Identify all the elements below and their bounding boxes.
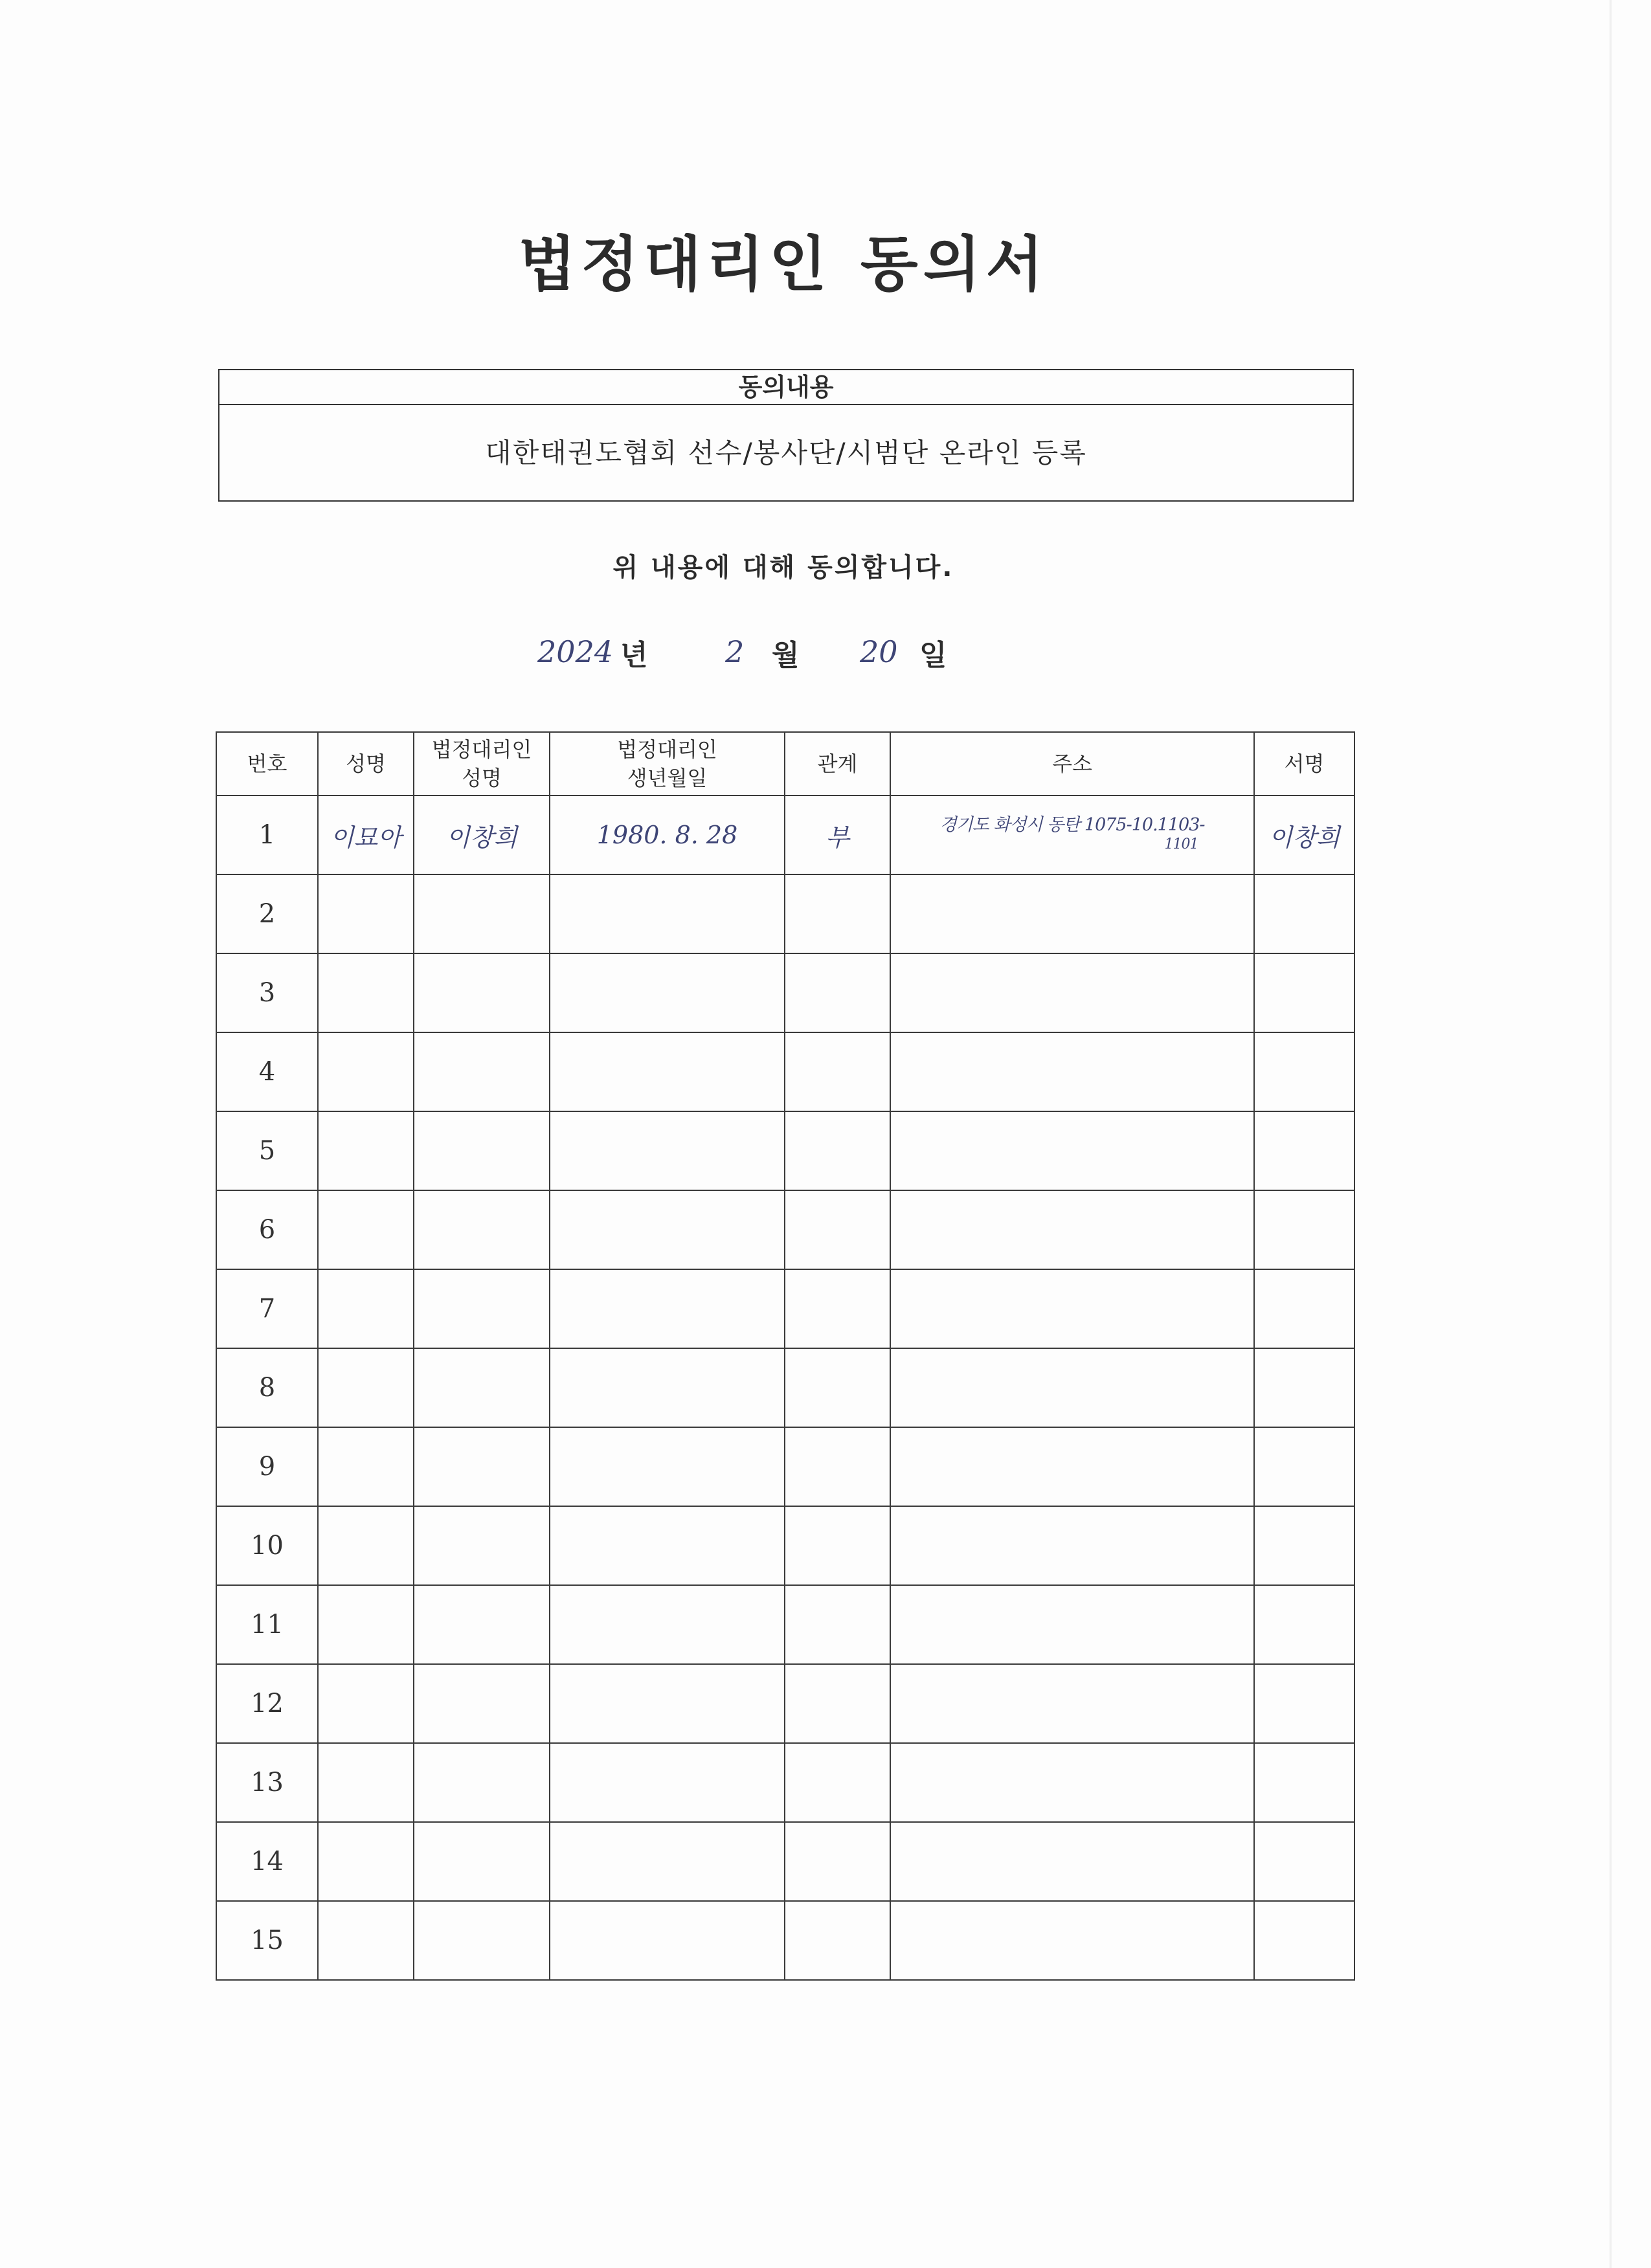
cell-name [318,1190,414,1269]
cell-address [890,1427,1254,1506]
cell-address [890,1269,1254,1348]
cell-guardian-name [414,1427,550,1506]
cell-signature [1254,1822,1354,1901]
cell-relation [785,1032,890,1111]
cell-guardian-name [414,1190,550,1269]
cell-guardian-birth: 1980. 8. 28 [550,795,785,874]
cell-address [890,953,1254,1032]
cell-relation [785,1743,890,1822]
cell-guardian-birth [550,1032,785,1111]
cell-signature [1254,874,1354,953]
cell-relation [785,1427,890,1506]
cell-name [318,1032,414,1111]
cell-no: 5 [216,1111,318,1190]
cell-guardian-birth [550,1427,785,1506]
header-guardian-birth [550,732,785,795]
table-row [216,874,1354,953]
table-row [216,1111,1354,1190]
cell-name [318,1664,414,1743]
header-guardian-name-line2: 성명 [462,766,502,790]
title-word-1: 법정대리인 [518,230,832,299]
cell-signature [1254,953,1354,1032]
cell-no: 2 [216,874,318,953]
date-year-unit: 년 [620,639,648,672]
table-row [216,1190,1354,1269]
cell-guardian-name [414,1585,550,1664]
header-signature: 서명 [1254,732,1354,795]
cell-relation [785,1822,890,1901]
table-row [216,1585,1354,1664]
cell-guardian-name [414,1822,550,1901]
address-line: 경기도 화성시 동탄 1075-10.1103- [939,815,1205,835]
cell-address [890,1348,1254,1427]
cell-guardian-name [414,1269,550,1348]
consent-header: 동의내용 [219,370,1353,405]
cell-signature [1254,1743,1354,1822]
cell-no: 11 [216,1585,318,1664]
cell-guardian-birth [550,1111,785,1190]
cell-name: 이묘아 [318,795,414,874]
cell-relation [785,1190,890,1269]
cell-relation: 부 [785,795,890,874]
cell-guardian-name [414,1506,550,1585]
scan-edge [1610,0,1612,2268]
cell-relation [785,1664,890,1743]
date-year: 2024 [537,634,614,669]
cell-name [318,1585,414,1664]
cell-address [890,1032,1254,1111]
cell-guardian-birth [550,874,785,953]
cell-name [318,1427,414,1506]
header-guardian-birth-line1: 법정대리인 [617,737,717,762]
address-sub-line: 1101 [1164,836,1198,852]
title-word-2: 동의서 [860,230,1049,299]
header-guardian-name-line1: 법정대리인 [431,737,532,762]
table-row [216,1032,1354,1111]
cell-guardian-birth [550,1190,785,1269]
date-line [537,621,991,680]
date-day-unit: 일 [919,639,947,672]
cell-name [318,1506,414,1585]
cell-signature [1254,1901,1354,1980]
table-row [216,953,1354,1032]
cell-no: 3 [216,953,318,1032]
cell-no: 10 [216,1506,318,1585]
header-guardian-name [414,732,550,795]
cell-address [890,874,1254,953]
cell-guardian-birth [550,1743,785,1822]
cell-no: 15 [216,1901,318,1980]
cell-address [890,1901,1254,1980]
cell-guardian-birth [550,1269,785,1348]
cell-guardian-birth [550,1506,785,1585]
cell-signature [1254,1111,1354,1190]
header-address: 주소 [890,732,1254,795]
cell-guardian-birth [550,1585,785,1664]
cell-no: 9 [216,1427,318,1506]
consent-box [218,369,1354,502]
cell-no: 13 [216,1743,318,1822]
cell-signature [1254,1427,1354,1506]
cell-no: 1 [216,795,318,874]
table-row [216,1427,1354,1506]
cell-address [890,1585,1254,1664]
cell-guardian-name [414,1901,550,1980]
cell-relation [785,1111,890,1190]
cell-signature [1254,1190,1354,1269]
cell-name [318,1111,414,1190]
cell-address [890,1743,1254,1822]
consent-content: 대한태권도협회 선수/봉사단/시범단 온라인 등록 [485,437,1087,469]
guardian-table [216,731,1355,1981]
cell-guardian-birth [550,1822,785,1901]
cell-relation [785,874,890,953]
cell-guardian-birth [550,1664,785,1743]
header-relation: 관계 [785,732,890,795]
cell-no: 4 [216,1032,318,1111]
header-name: 성명 [318,732,414,795]
cell-signature: 이창희 [1254,795,1354,874]
cell-relation [785,1348,890,1427]
cell-signature [1254,1664,1354,1743]
cell-signature [1254,1506,1354,1585]
date-month: 2 [725,634,745,669]
cell-name [318,1743,414,1822]
header-guardian-birth-line2: 생년월일 [627,766,708,790]
cell-no: 8 [216,1348,318,1427]
cell-name [318,953,414,1032]
cell-guardian-birth [550,1348,785,1427]
cell-address [890,1111,1254,1190]
cell-signature [1254,1269,1354,1348]
cell-guardian-name [414,1111,550,1190]
cell-no: 6 [216,1190,318,1269]
table-row [216,1743,1354,1822]
cell-address [890,1506,1254,1585]
table-row [216,1901,1354,1980]
cell-name [318,874,414,953]
date-month-unit: 월 [772,639,800,672]
cell-signature [1254,1348,1354,1427]
cell-relation [785,1585,890,1664]
cell-guardian-name [414,953,550,1032]
table-header-row [216,732,1354,795]
cell-relation [785,1506,890,1585]
table-row [216,1506,1354,1585]
table-row [216,1822,1354,1901]
cell-guardian-name [414,1664,550,1743]
cell-guardian-name: 이창희 [414,795,550,874]
cell-no: 14 [216,1822,318,1901]
document-title [0,217,1567,302]
cell-guardian-name [414,1743,550,1822]
table-row [216,1269,1354,1348]
cell-no: 12 [216,1664,318,1743]
cell-name [318,1822,414,1901]
agree-statement: 위 내용에 대해 동의합니다. [612,553,954,583]
cell-name [318,1901,414,1980]
cell-guardian-name [414,1032,550,1111]
cell-address [890,1664,1254,1743]
cell-signature [1254,1032,1354,1111]
cell-address [890,795,1254,874]
cell-guardian-name [414,1348,550,1427]
table-row [216,795,1354,874]
cell-relation [785,1269,890,1348]
cell-name [318,1269,414,1348]
date-day: 20 [860,634,898,669]
cell-guardian-name [414,874,550,953]
table-row [216,1664,1354,1743]
cell-name [318,1348,414,1427]
cell-signature [1254,1585,1354,1664]
cell-guardian-birth [550,1901,785,1980]
cell-relation [785,953,890,1032]
cell-address [890,1822,1254,1901]
cell-relation [785,1901,890,1980]
cell-address [890,1190,1254,1269]
header-no: 번호 [216,732,318,795]
address-handwriting [939,816,1204,854]
cell-guardian-birth [550,953,785,1032]
cell-no: 7 [216,1269,318,1348]
table-row [216,1348,1354,1427]
